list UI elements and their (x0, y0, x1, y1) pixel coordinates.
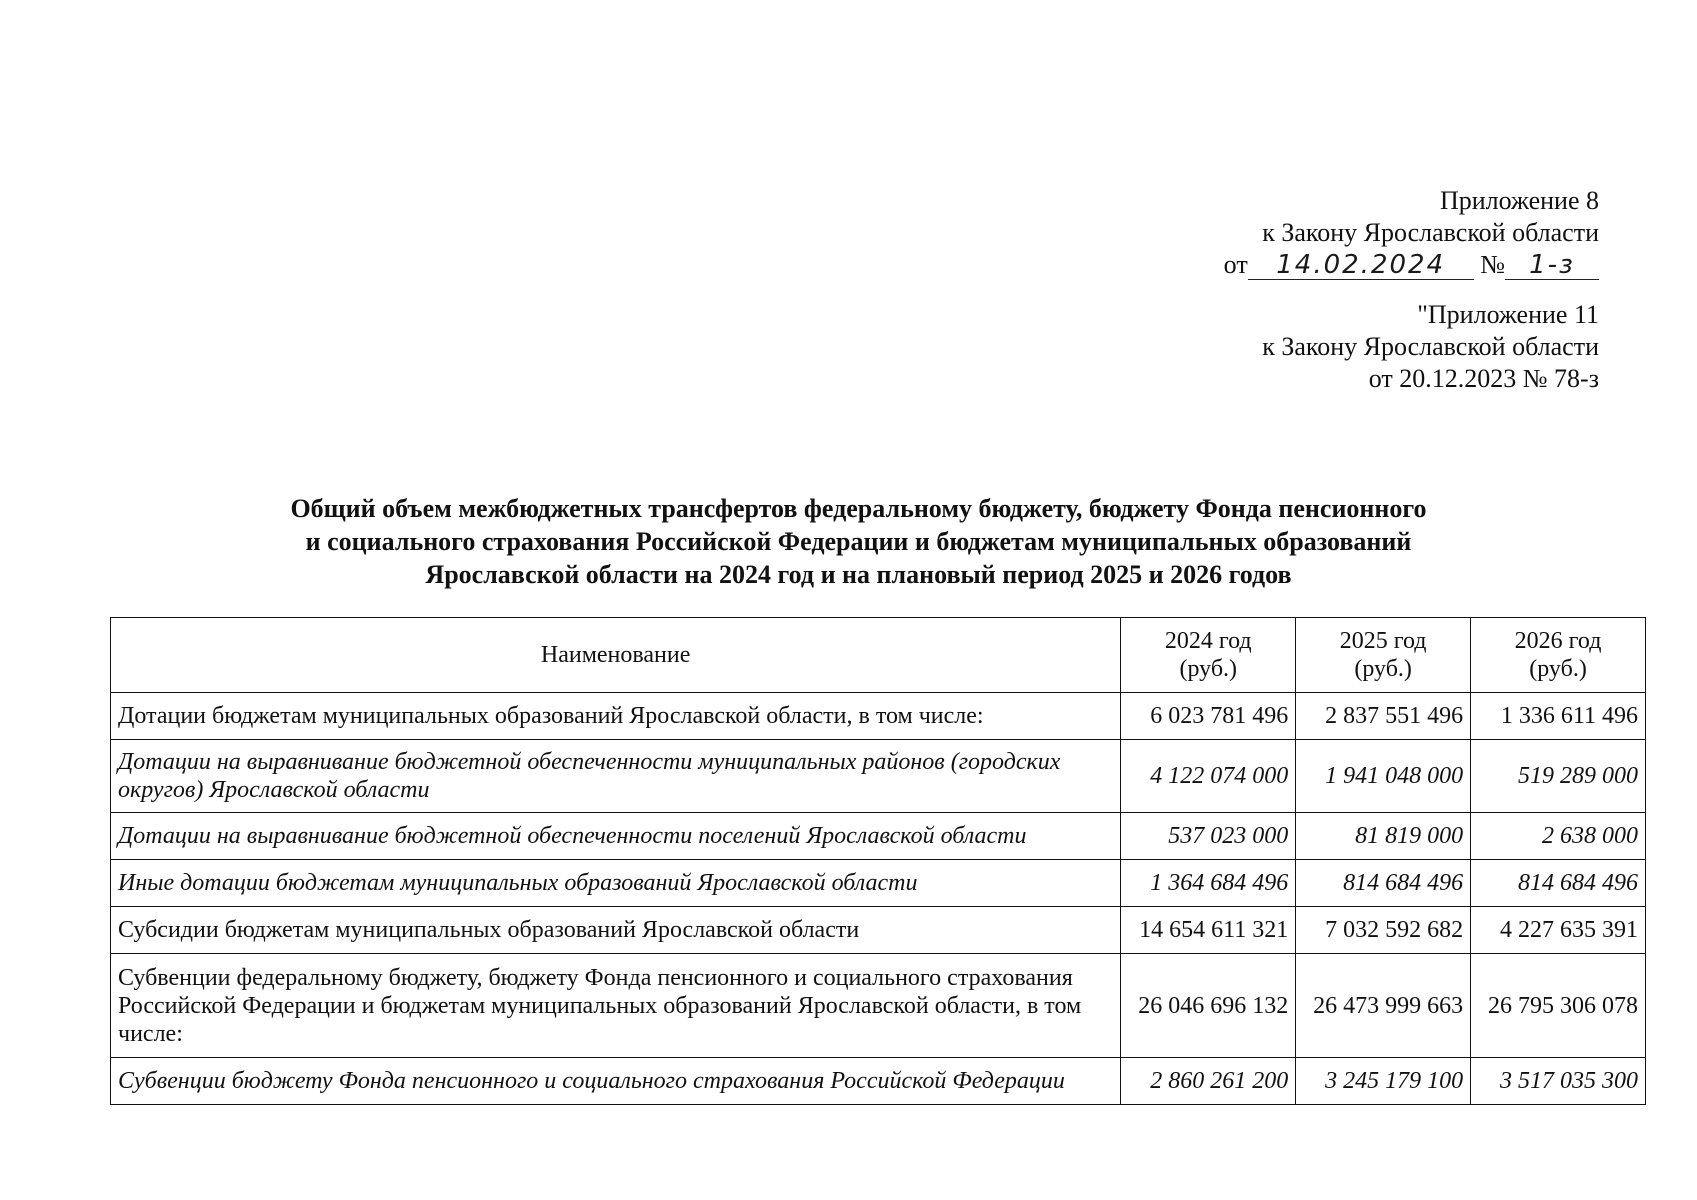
column-header-2025-unit: (руб.) (1354, 656, 1412, 682)
title-line-3: Ярославской области на 2024 год и на плановый период 2025 и 2026 годов (425, 560, 1292, 589)
previous-law-date: от 20.12.2023 № 78-з (1368, 364, 1599, 393)
value-2026: 814 684 496 (1471, 860, 1646, 907)
title-line-1: Общий объем межбюджетных трансфертов федеральному бюджету, бюджету Фонда пенсионного (290, 494, 1427, 523)
table-header-row (111, 618, 1646, 693)
column-header-2024-unit: (руб.) (1179, 656, 1238, 682)
title-line-2: и социального страхования Российской Федерации и бюджетам муниципальных образований (305, 527, 1412, 556)
handwritten-number: 1-з (1505, 251, 1599, 280)
value-2024: 1 364 684 496 (1121, 860, 1296, 907)
value-2025: 2 837 551 496 (1296, 693, 1471, 740)
value-2026: 519 289 000 (1471, 740, 1646, 813)
law-date-number-line (1079, 249, 1599, 281)
transfers-table (110, 617, 1646, 1105)
law-reference: к Закону Ярославской области (1262, 218, 1599, 247)
column-header-name: Наименование (111, 618, 1121, 693)
value-2025: 81 819 000 (1296, 813, 1471, 860)
table-row (111, 813, 1646, 860)
number-sign: № (1480, 250, 1505, 279)
column-header-2026-unit: (руб.) (1529, 656, 1587, 682)
row-name: Субвенции бюджету Фонда пенсионного и социального страхования Российской Федерации (111, 1058, 1121, 1105)
table-row (111, 907, 1646, 954)
value-2024: 2 860 261 200 (1121, 1058, 1296, 1105)
date-prefix: от (1223, 250, 1248, 279)
value-2026: 2 638 000 (1471, 813, 1646, 860)
row-name: Дотации на выравнивание бюджетной обеспеченности поселений Ярославской области (111, 813, 1121, 860)
column-header-2025-year: 2025 год (1339, 628, 1427, 654)
row-name: Иные дотации бюджетам муниципальных образований Ярославской области (111, 860, 1121, 907)
appendix-header (1079, 185, 1599, 395)
document-title (110, 492, 1607, 591)
value-2026: 1 336 611 496 (1471, 693, 1646, 740)
column-header-2025 (1296, 618, 1471, 693)
table-row (111, 954, 1646, 1058)
table-row (111, 693, 1646, 740)
column-header-2024-year: 2024 год (1164, 628, 1252, 654)
row-name: Субсидии бюджетам муниципальных образований Ярославской области (111, 907, 1121, 954)
row-name: Дотации на выравнивание бюджетной обеспеченности муниципальных районов (городских округов) Ярославской области (111, 740, 1121, 813)
previous-appendix-number: "Приложение 11 (1417, 300, 1599, 329)
handwritten-date: 14.02.2024 (1248, 251, 1474, 280)
column-header-2026-year: 2026 год (1514, 628, 1602, 654)
value-2024: 4 122 074 000 (1121, 740, 1296, 813)
value-2025: 7 032 592 682 (1296, 907, 1471, 954)
appendix-number: Приложение 8 (1439, 186, 1599, 215)
value-2025: 3 245 179 100 (1296, 1058, 1471, 1105)
table-row (111, 1058, 1646, 1105)
row-name: Субвенции федеральному бюджету, бюджету Фонда пенсионного и социального страхования Российской Федерации и бюджетам муниципальных образований Ярославской области, в том числе: (111, 954, 1121, 1058)
value-2026: 26 795 306 078 (1471, 954, 1646, 1058)
table-row (111, 860, 1646, 907)
table-row (111, 740, 1646, 813)
previous-law-reference: к Закону Ярославской области (1262, 332, 1599, 361)
row-name: Дотации бюджетам муниципальных образований Ярославской области, в том числе: (111, 693, 1121, 740)
value-2024: 14 654 611 321 (1121, 907, 1296, 954)
value-2026: 4 227 635 391 (1471, 907, 1646, 954)
column-header-2026 (1471, 618, 1646, 693)
value-2025: 26 473 999 663 (1296, 954, 1471, 1058)
value-2025: 1 941 048 000 (1296, 740, 1471, 813)
value-2025: 814 684 496 (1296, 860, 1471, 907)
value-2024: 537 023 000 (1121, 813, 1296, 860)
column-header-2024 (1121, 618, 1296, 693)
value-2026: 3 517 035 300 (1471, 1058, 1646, 1105)
value-2024: 26 046 696 132 (1121, 954, 1296, 1058)
value-2024: 6 023 781 496 (1121, 693, 1296, 740)
